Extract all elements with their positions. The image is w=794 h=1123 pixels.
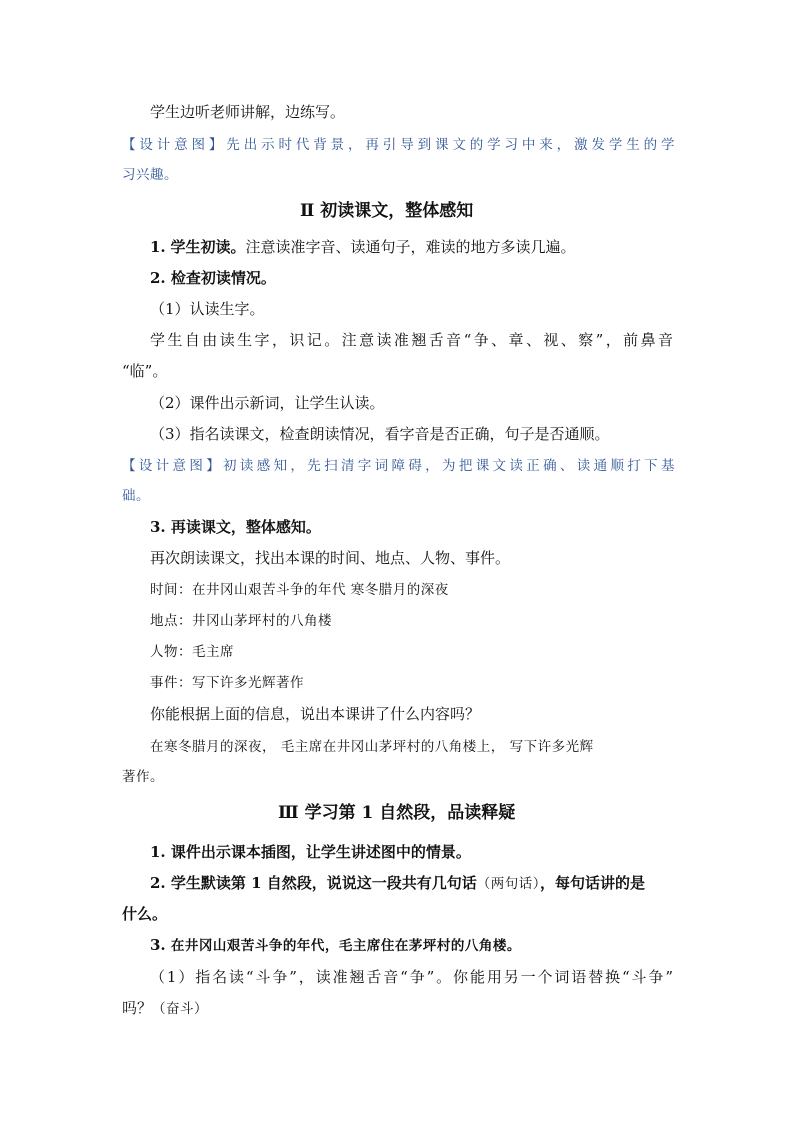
info-event: 事件：写下许多光辉著作 — [150, 675, 304, 691]
info-person: 人物：毛主席 — [150, 644, 234, 660]
s3-sub-1-line1: （1）指名读“斗争”，读准翘舌音“争”。你能用另一个词语替换“斗争” — [150, 968, 673, 986]
answer-summary-line2: 著作。 — [122, 769, 164, 785]
item-3-heading: 3. 再读课文，整体感知。 — [150, 518, 321, 536]
s3-item-2-text-b: ，每句话讲的是 — [540, 874, 646, 892]
paragraph-pronunciation-line1: 学生自由读生字，识记。注意读准翘舌音“争、章、视、察”，前鼻音 — [150, 331, 673, 349]
sub-item-1: （1）认读生字。 — [150, 300, 265, 318]
info-time: 时间：在井冈山艰苦斗争的年代 寒冬腊月的深夜 — [150, 582, 449, 598]
design-intent-2-line2: 础。 — [122, 488, 150, 504]
s3-item-3-number: 3. — [150, 936, 166, 954]
item-1-number: 1. — [150, 238, 166, 256]
sub-item-3: （3）指名读课文，检查朗读情况，看字音是否正确，句子是否通顺。 — [150, 425, 610, 443]
s3-item-2-paren: （两句话） — [476, 876, 541, 892]
item-2-heading: 2. 检查初读情况。 — [150, 269, 276, 287]
section-3-title: Ⅲ 学习第 1 自然段，品读释疑 — [278, 803, 516, 823]
s3-sub-1-answer: （奋斗） — [152, 1001, 209, 1017]
s3-item-1: 1. 课件出示课本插图，让学生讲述图中的情景。 — [150, 843, 471, 861]
s3-sub-1-question-end: 吗？ — [122, 999, 153, 1017]
s3-sub-1-line2 — [122, 998, 208, 1019]
design-intent-2-line1: 【设计意图】初读感知，先扫清字词障碍，为把课文读正确、读通顺打下基 — [122, 458, 675, 474]
paragraph-practice: 学生边听老师讲解，边练写。 — [150, 103, 346, 121]
s3-item-3 — [150, 935, 521, 956]
s3-item-2-line2: 什么。 — [122, 905, 168, 923]
sub-item-2: （2）课件出示新词，让学生认读。 — [150, 394, 385, 412]
item-1-heading: 学生初读。 — [170, 238, 246, 256]
design-intent-1-line2: 习兴趣。 — [122, 167, 178, 183]
s3-item-3-text: 在井冈山艰苦斗争的年代，毛主席住在茅坪村的八角楼。 — [170, 938, 521, 954]
paragraph-find-info: 再次朗读课文，找出本课的时间、地点、人物、事件。 — [150, 549, 511, 567]
paragraph-pronunciation-line2: “临”。 — [122, 362, 168, 380]
item-1 — [150, 237, 575, 257]
s3-item-2-line1 — [150, 873, 645, 894]
answer-summary-line1: 在寒冬腊月的深夜， 毛主席在井冈山茅坪村的八角楼上， 写下许多光辉 — [150, 739, 594, 755]
item-1-text: 注意读准字音、读通句子，难读的地方多读几遍。 — [245, 238, 576, 256]
design-intent-1-line1: 【设计意图】先出示时代背景，再引导到课文的学习中来，激发学生的学 — [122, 137, 675, 153]
section-2-title: Ⅱ 初读课文，整体感知 — [300, 201, 474, 221]
s3-item-2-text-a: 2. 学生默读第 1 自然段，说说这一段共有几句话 — [150, 874, 477, 892]
question-summary: 你能根据上面的信息，说出本课讲了什么内容吗？ — [150, 705, 481, 723]
info-place: 地点：井冈山茅坪村的八角楼 — [150, 613, 332, 629]
